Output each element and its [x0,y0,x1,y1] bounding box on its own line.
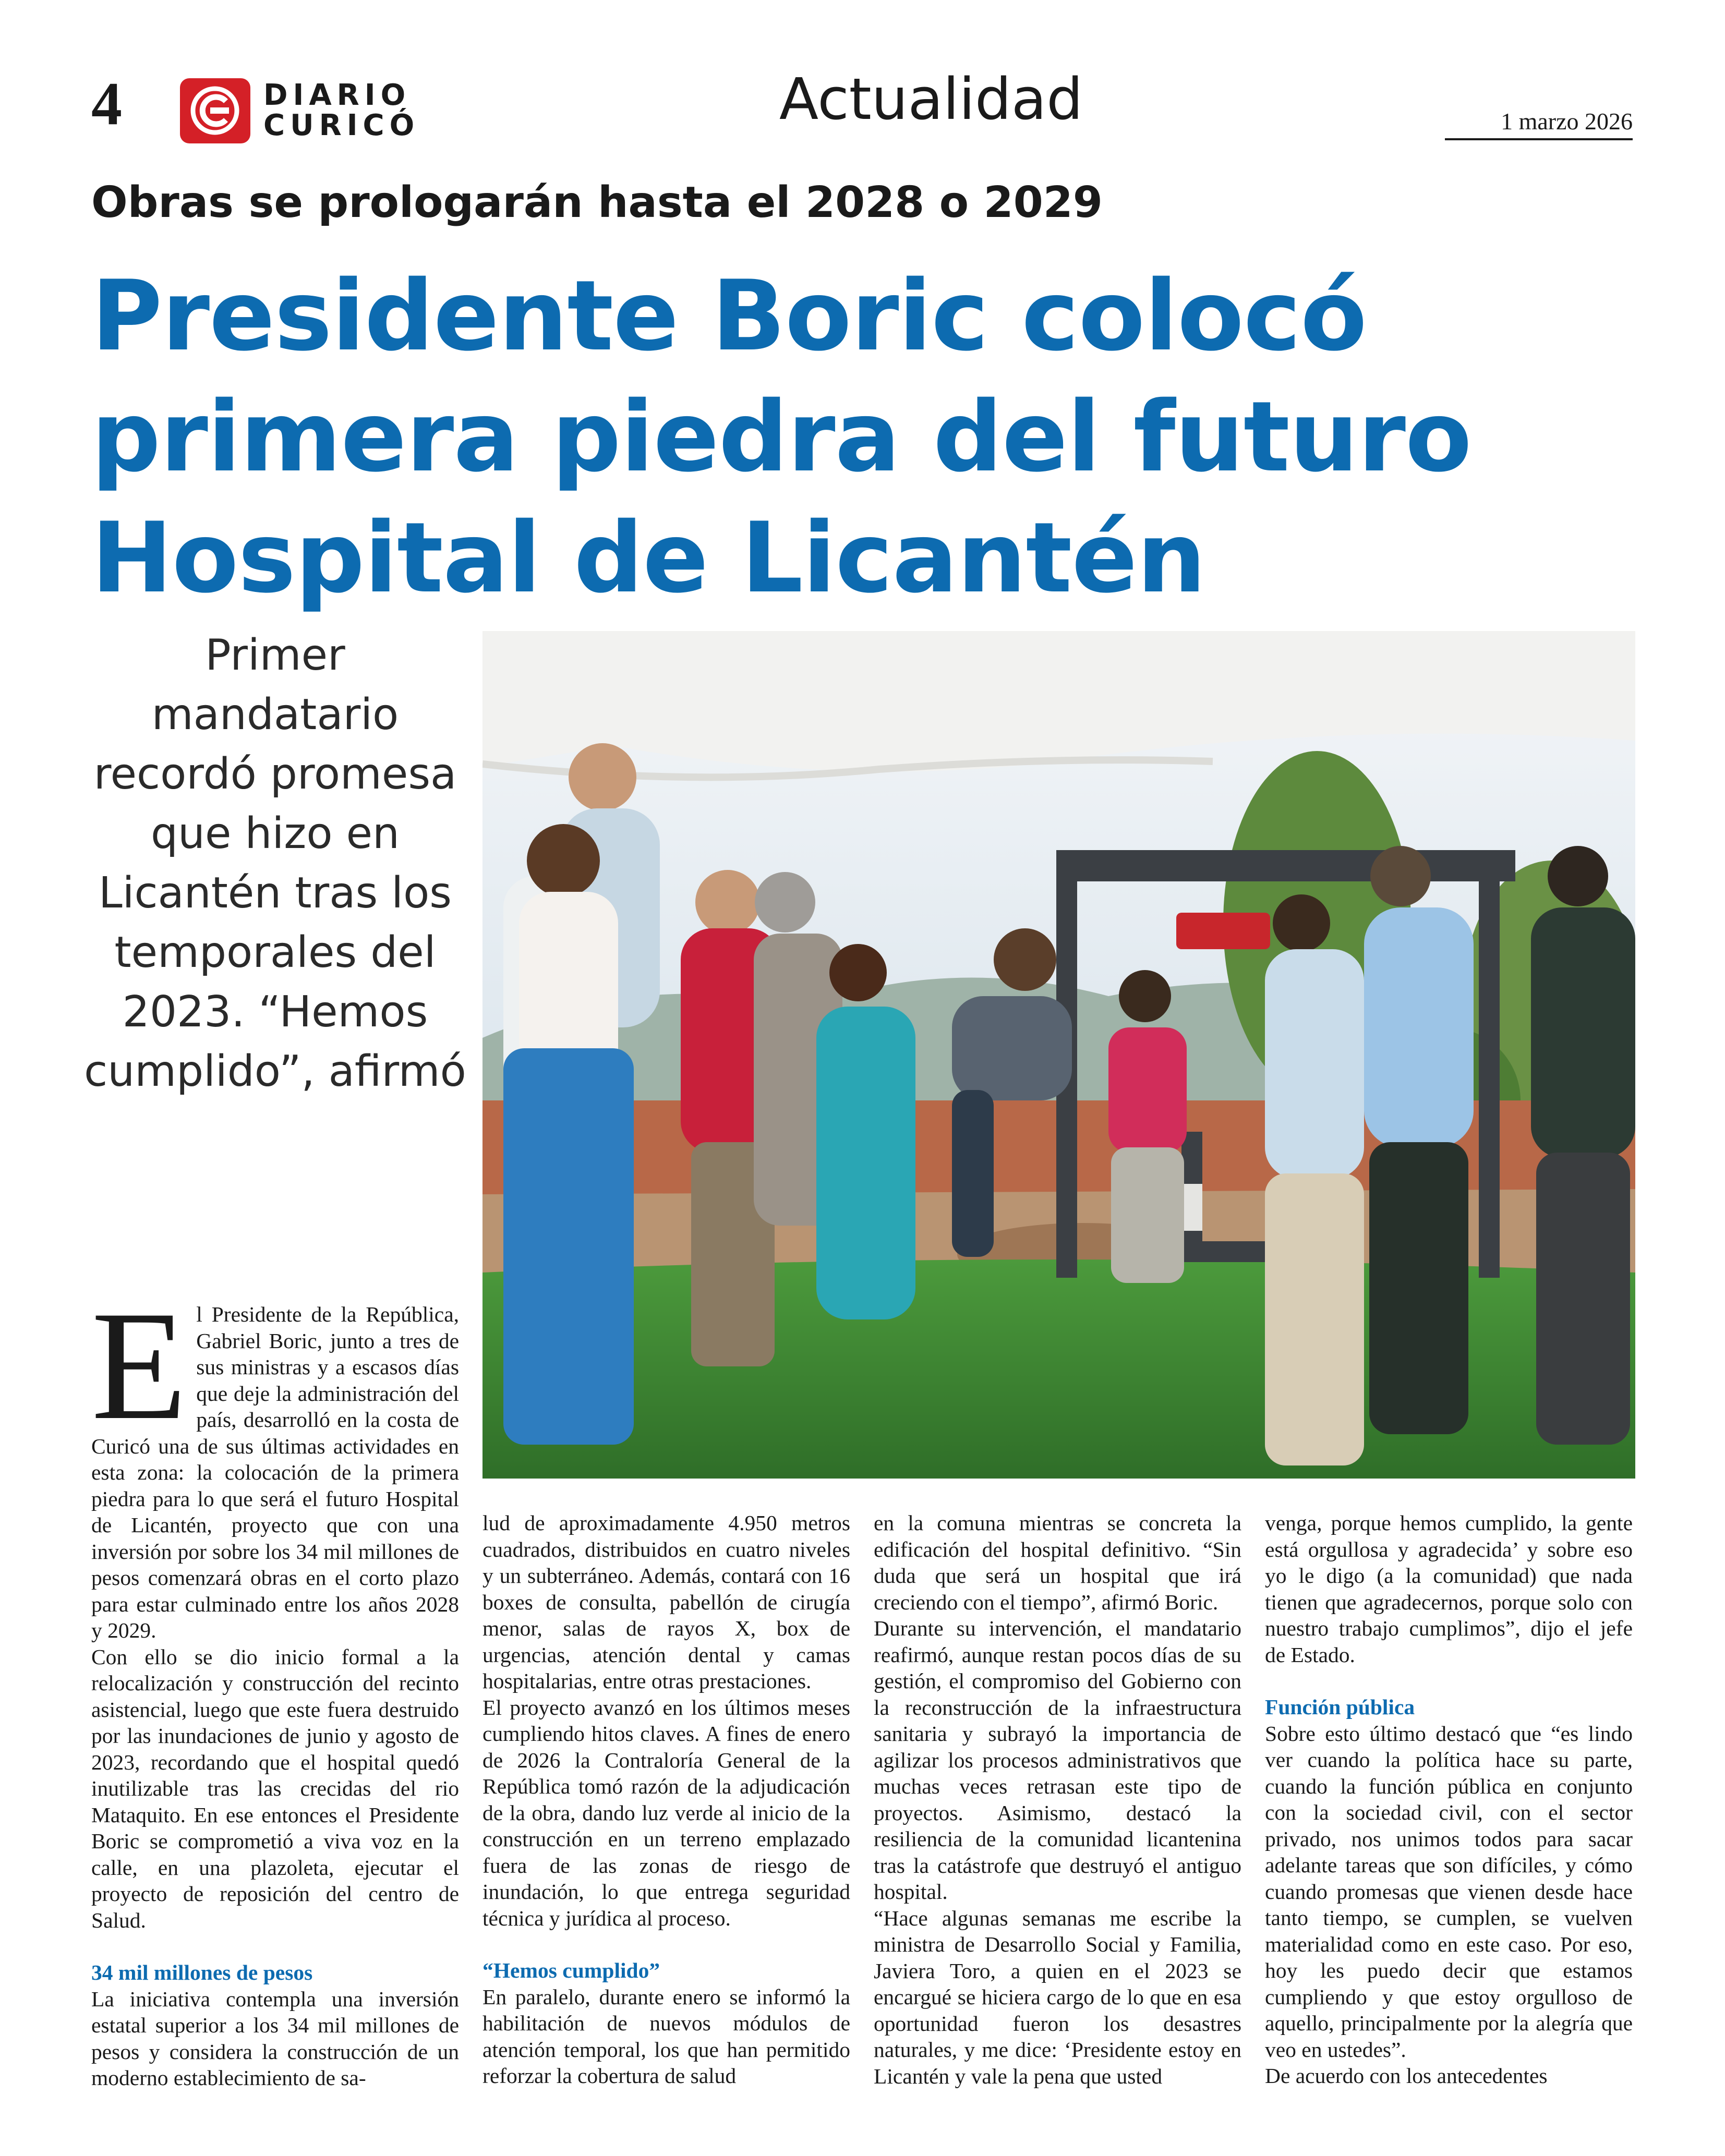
paragraph: Con ello se dio inicio formal a la relocalización y construcción del recinto asistencial, luego que este fuera destruido por las inundaciones de junio y agosto de 2023, recordando que el hospital quedó inutilizable tras las crecidas del rio Mataquito. En ese entonces el Presidente Boric se comprometió a viva voz en la calle, en una plazoleta, ejecutar el proyecto de reposición del centro de Salud. [91,1644,459,1932]
paragraph: De acuerdo con los antecedentes [1265,2064,1548,2088]
paragraph: El proyecto avanzó en los últimos meses cumpliendo hitos claves. A fines de enero de 2026 la Contraloría General de la República tomó razón de la adjudicación de la obra, dando luz verde al inicio de la construcción en un terreno emplazado fuera de las zonas de riesgo de inundación, lo que entrega seguridad técnica y jurídica al proceso. [482,1695,850,1930]
drop-cap: E [91,1279,187,1452]
article-column-2 [482,1510,850,2089]
section-title: Actualidad [779,66,1083,132]
logo-badge-icon [180,78,250,143]
logo-line-diario: DIARIO [263,78,411,112]
article-column-4 [1265,1510,1633,2089]
article-kicker: Obras se prologarán hasta el 2028 o 2029 [91,178,1103,227]
paragraph: en la comuna mientras se concreta la edificación del hospital definitivo. “Sin duda que será un hospital que irá creciendo con el tiempo”, afirmó Boric. [874,1511,1241,1614]
paragraph: Durante su intervención, el mandatario reafirmó, aunque restan pocos días de su gestión, el compromiso del Gobierno con la reconstrucción de la infraestructura sanitaria y subrayó la importancia de agilizar los procesos administrativos que muchas veces retrasan este tipo de proyectos. Asimismo, destacó la resiliencia de la comunidad licantenina tras la catástrofe que destruyó el antiguo hospital. [874,1616,1241,1904]
paragraph: venga, porque hemos cumplido, la gente está orgullosa y agradecida’ y sobre eso yo le digo (a la comunidad) que nada tienen que agradecernos, porque solo con nuestro trabajo cumplimos”, dijo el jefe de Estado. [1265,1511,1633,1667]
issue-date: 1 marzo 2026 [1501,108,1633,135]
subhead-hemos-cumplido: “Hemos cumplido” [482,1958,660,1982]
paragraph: lud de aproximadamente 4.950 metros cuadrados, distribuidos en cuatro niveles y un subterráneo. Además, contará con 16 boxes de consulta, pabellón de cirugía menor, salas de rayos X, box de urgencias, atención dental y camas hospitalarias, entre otras prestaciones. [482,1511,850,1693]
article-column-3 [874,1510,1241,2089]
groundbreaking-ceremony-photo [482,631,1635,1479]
paragraph: “Hace algunas semanas me escribe la ministra de Desarrollo Social y Familia, Javiera Toro, a quien en el 2023 se encargué se hiciera cargo de lo que en esa oportunidad fueron los desastres naturales, y me dice: ‘Presidente estoy en Licantén y vale la pena que usted [874,1906,1241,2088]
logo-line-curico: CURICÓ [263,108,420,142]
paragraph: En paralelo, durante enero se informó la habilitación de nuevos módulos de atención temporal, los que han permitido reforzar la cobertura de salud [482,1984,850,2088]
article-column-1 [91,1279,459,2091]
page-number: 4 [91,69,122,138]
diario-curico-logo [180,78,433,143]
subhead-funcion-publica: Función pública [1265,1695,1415,1719]
paragraph: La iniciativa contempla una inversión estatal superior a los 34 mil millones de pesos y considera la construcción de un moderno establecimiento de sa- [91,1987,459,2090]
article-photo [482,631,1635,1479]
paragraph-lead: l Presidente de la República, Gabriel Boric, junto a tres de sus ministras y a escasos días que deje la administración del país, desarrolló en la costa de Curicó una de sus últimas actividades en esta zona: la colocación de la primera piedra para lo que será el futuro Hospital de Licantén, proyecto que con una inversión por sobre los 34 mil millones de pesos comenzará obras en el corto plazo para estar culminado entre los años 2028 y 2029. [91,1302,459,1642]
subhead-inversion: 34 mil millones de pesos [91,1960,313,1984]
paragraph: Sobre esto último destacó que “es lindo ver cuando la política hace su parte, cuando la función pública en conjunto con la sociedad civil, con el sector privado, nos unimos todos para sacar adelante tareas que son difíciles, y cómo cuando promesas que vienen desde hace tanto tiempo, se cumplen, se vuelven materialidad como en este caso. Por eso, hoy les puedo decir que estamos cumpliendo y que estoy orgulloso de aquello, principalmente por la alegría que veo en ustedes”. [1265,1721,1633,2062]
article-deck: Primer mandatario recordó promesa que hizo en Licantén tras los temporales del 2023. “Hemos cumplido”, afirmó [84,631,466,1096]
article-headline: Presidente Boric colocó primera piedra del futuro Hospital de Licantén [91,259,1471,614]
date-rule [1445,138,1633,140]
